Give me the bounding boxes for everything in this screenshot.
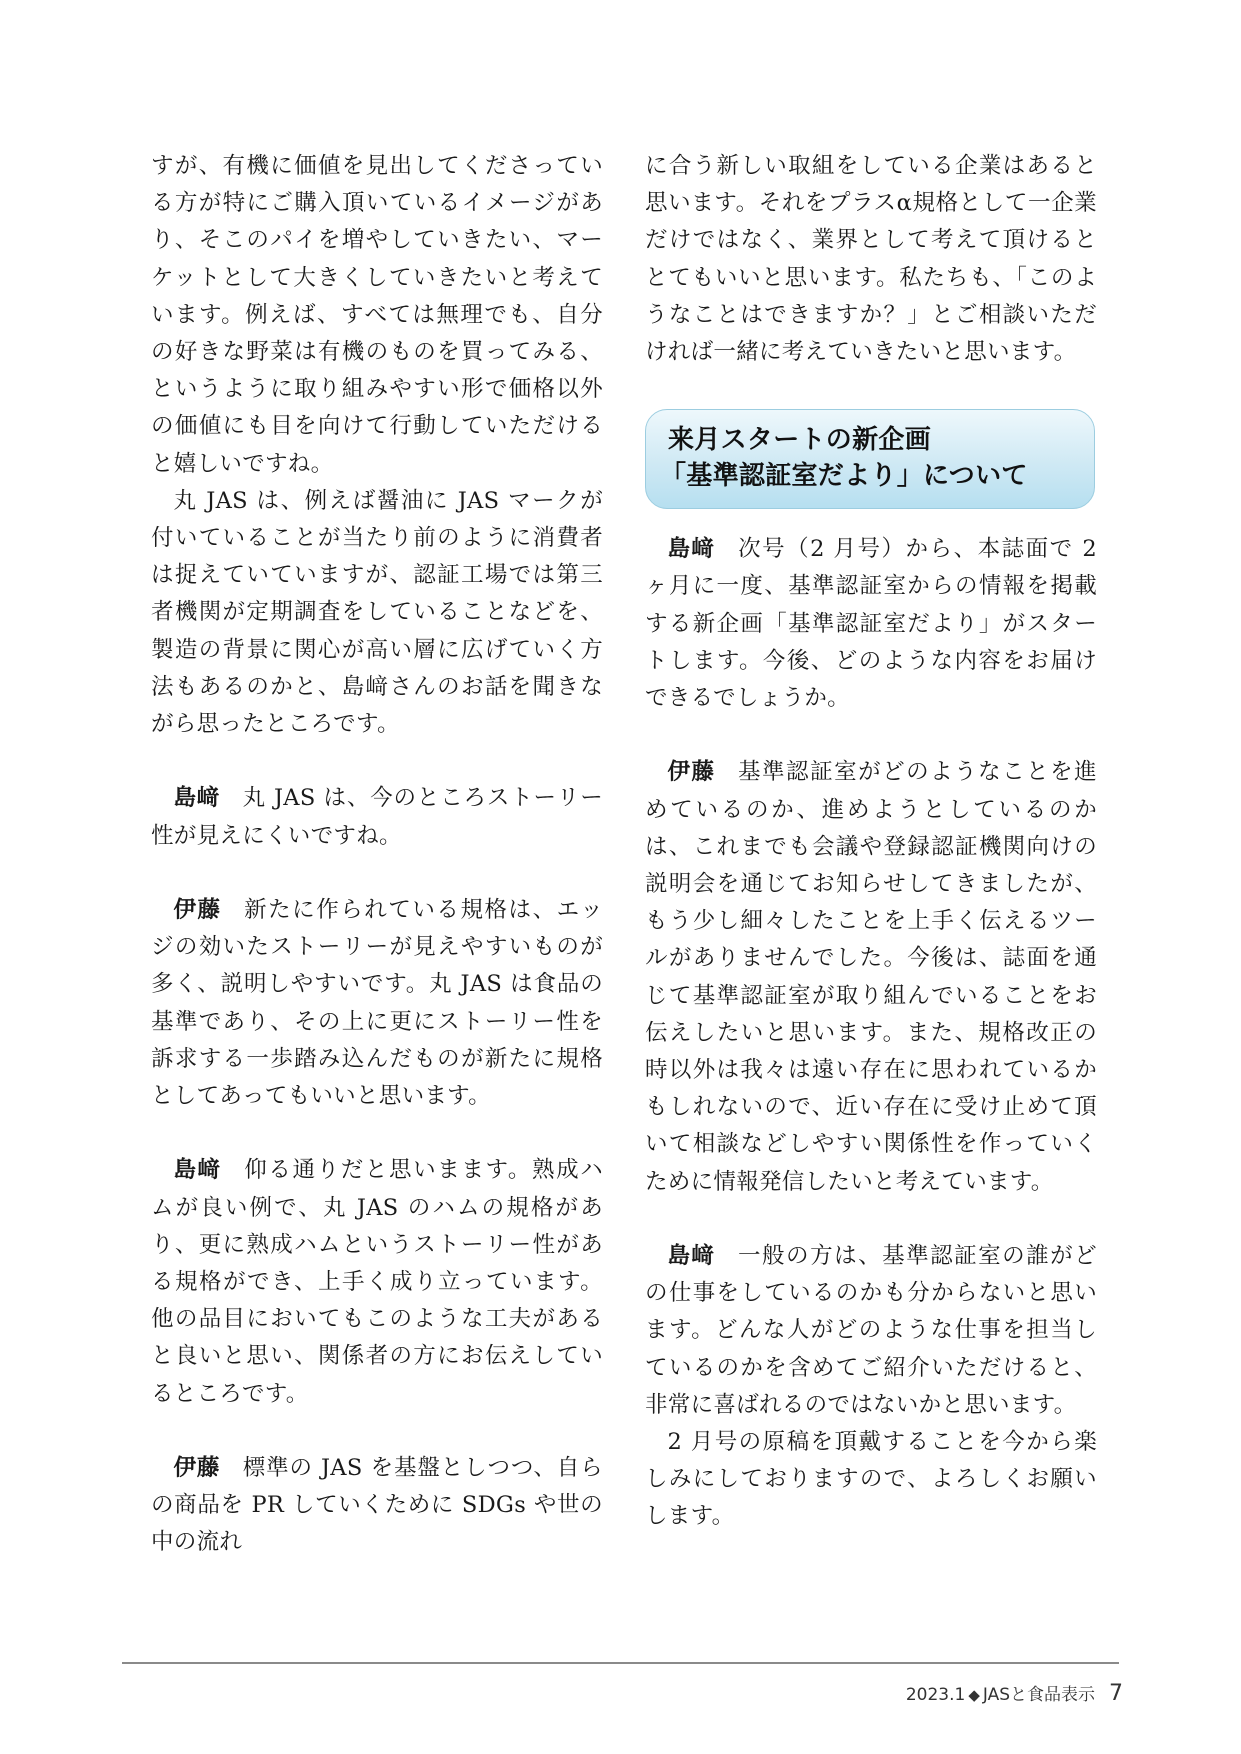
speaker-name: 伊藤	[667, 759, 716, 786]
speaker-name: 島﨑	[667, 1243, 716, 1270]
paragraph: 丸 JAS は、例えば醤油に JAS マークが付いていることが当たり前のように消費者は捉えていていますが、認証工場では第三者機関が定期調査をしていることなどを、製造の背景に関心が高い層に広げていく方法もあるのかと、島﨑さんのお話を聞きながら思ったところです。	[151, 487, 603, 738]
dialogue-text: 次号（2 月号）から、本誌面で 2 ヶ月に一度、基準認証室からの情報を掲載する新企画「基準認証室だより」がスタートします。今後、どのような内容をお届けできるでしょうか。	[645, 536, 1097, 712]
speaker-name: 島﨑	[173, 785, 221, 812]
page-footer	[906, 1680, 1123, 1706]
diamond-icon: ◆	[968, 1686, 980, 1704]
footer-divider	[122, 1662, 1119, 1664]
dialogue-paragraph	[151, 1450, 603, 1562]
dialogue-text: 基準認証室がどのようなことを進めているのか、進めようとしているのかは、これまでも会議や登録認証機関向けの説明会を通じてお知らせしてきましたが、もう少し細々したことを上手く伝えるツールがありませんでした。今後は、誌面を通じて基準認証室が取り組んでいることをお伝えしたいと思います。また、規格改正の時以外は我々は遠い存在に思われているかもしれないので、近い存在に受け止めて頂いて相談などしやすい関係性を作っていくために情報発信したいと考えています。	[645, 759, 1097, 1195]
dialogue-paragraph	[645, 754, 1097, 1200]
speaker-name: 伊藤	[173, 1455, 221, 1482]
left-column	[151, 148, 603, 1562]
issue-label: 2023.1	[905, 1685, 966, 1705]
publication-title: JASと食品表示	[982, 1685, 1095, 1705]
speaker-name: 島﨑	[667, 536, 716, 563]
speaker-name: 島﨑	[173, 1157, 222, 1184]
section-heading-line1: 来月スタートの新企画	[668, 425, 932, 456]
section-heading-line2: 「基準認証室だより」について	[660, 461, 1028, 492]
page-number: 7	[1109, 1681, 1123, 1706]
dialogue-text: 標準の JAS を基盤としつつ、自らの商品を PR していくために SDGs や世の中の流れ	[151, 1455, 603, 1556]
paragraph: 2 月号の原稿を頂戴することを今から楽しみにしておりますので、よろしくお願いします。	[645, 1429, 1097, 1530]
dialogue-text: 丸 JAS は、今のところストーリー性が見えにくいですね。	[151, 785, 603, 849]
dialogue-text: 一般の方は、基準認証室の誰がどの仕事をしているのかも分からないと思います。どんな人がどのような仕事を担当しているのかを含めてご紹介いただけると、非常に喜ばれるのではないかと思います。	[645, 1243, 1097, 1418]
dialogue-text: 仰る通りだと思いまます。熟成ハムが良い例で、丸 JAS のハムの規格があり、更に熟成ハムというストーリー性がある規格ができ、上手く成り立っています。他の品目においてもこのような工夫があると良いと思い、関係者の方にお伝えしているところです。	[151, 1157, 603, 1407]
dialogue-paragraph	[151, 780, 603, 854]
section-heading-box	[645, 409, 1095, 509]
paragraph: すが、有機に価値を見出してくださっている方が特にご購入頂いているイメージがあり、そこのパイを増やしていきたい、マーケットとして大きくしていきたいと考えています。例えば、すべては無理でも、自分の好きな野菜は有機のものを買ってみる、というように取り組みやすい形で価格以外の価値にも目を向けて行動していただけると嬉しいですね。	[151, 153, 603, 477]
dialogue-text: 新たに作られている規格は、エッジの効いたストーリーが見えやすいものが多く、説明しやすいです。丸 JAS は食品の基準であり、その上に更にストーリー性を訴求する一歩踏み込んだものが新たに規格としてあってもいいと思います。	[151, 897, 603, 1110]
dialogue-paragraph	[645, 531, 1097, 717]
paragraph: に合う新しい取組をしている企業はあると思います。それをプラスα規格として一企業だけではなく、業界として考えて頂けるととてもいいと思います。私たちも、「このようなことはできますか？」とご相談いただければ一緒に考えていきたいと思います。	[645, 153, 1097, 366]
right-column	[645, 148, 1097, 1536]
speaker-name: 伊藤	[173, 897, 222, 924]
dialogue-paragraph	[151, 1152, 603, 1412]
dialogue-paragraph	[645, 1238, 1097, 1424]
dialogue-paragraph	[151, 892, 603, 1115]
